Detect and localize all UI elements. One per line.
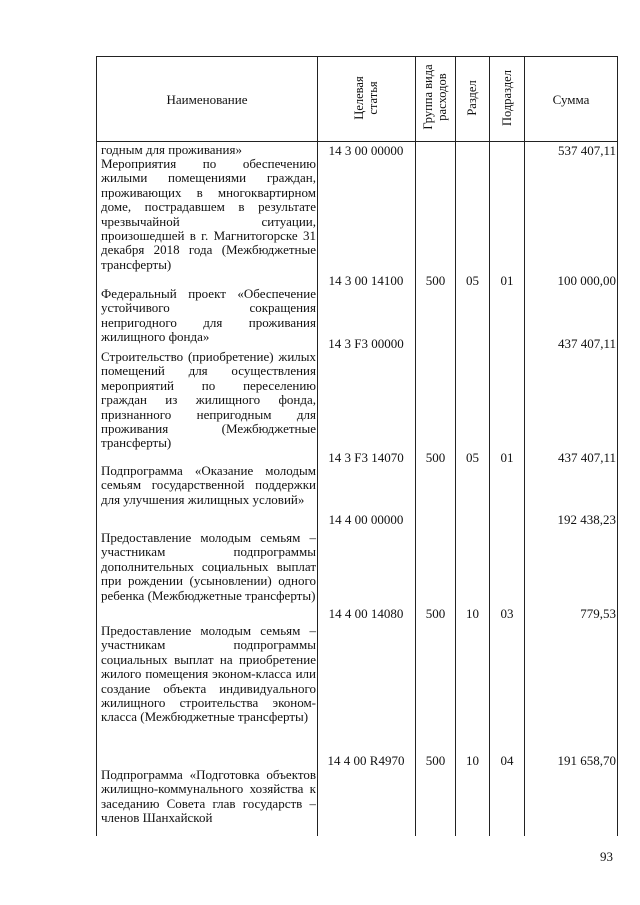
row-subsection: 04	[500, 753, 514, 768]
header-section: Раздел	[465, 80, 479, 116]
row-subsection: 01	[500, 450, 514, 465]
row-sum: 100 000,00	[557, 273, 616, 288]
row-sum: 192 438,23	[557, 512, 616, 527]
header-subsection: Подраздел	[500, 70, 514, 126]
row-name: Строительство (приобретение) жилых помещений для осуществления мероприятий по переселению граждан из жилищного фонда, признанного непригодным для проживания (Межбюджетные трансферты)	[101, 349, 316, 451]
row-section: 05	[466, 273, 479, 288]
row-subsection: 03	[500, 606, 514, 621]
row-section: 10	[466, 606, 479, 621]
page-number: 93	[600, 849, 613, 864]
row-name: Подпрограмма «Подготовка объектов жилищно-коммунального хозяйства к заседанию Совета глав государств – членов Шанхайской	[101, 768, 316, 826]
row-sum: 537 407,11	[557, 143, 616, 158]
row-code: 14 4 00 14080	[328, 606, 404, 621]
header-sum: Сумма	[552, 92, 590, 107]
row-name: Мероприятия по обеспечению жилыми помещениями граждан, проживающих в многоквартирном доме, пострадавшем в результате чрезвычайной ситуации, произошедшей в г. Магнитогорске 31 декабря 2018 года (Межбюджетные трансферты)	[101, 156, 316, 272]
row-name: Подпрограмма «Оказание молодым семьям государственной поддержки для улучшения жилищных условий»	[101, 463, 316, 507]
row-group: 500	[425, 753, 446, 768]
col-border	[489, 56, 490, 836]
row-code: 14 3 00 00000	[328, 143, 404, 158]
row-name: годным для проживания»	[101, 142, 242, 157]
row-code: 14 3 F3 00000	[328, 336, 404, 351]
col-border	[455, 56, 456, 836]
row-code: 14 3 F3 14070	[328, 450, 404, 465]
table-top-border	[96, 56, 618, 57]
row-code: 14 4 00 R4970	[327, 753, 405, 768]
row-section: 05	[466, 450, 479, 465]
row-sum: 437 407,11	[557, 450, 616, 465]
row-group: 500	[425, 273, 446, 288]
col-border	[524, 56, 525, 836]
col-border	[96, 56, 97, 836]
row-sum: 779,53	[580, 606, 616, 621]
col-border	[415, 56, 416, 836]
row-name: Федеральный проект «Обеспечение устойчивого сокращения непригодного для проживания жилищного фонда»	[101, 286, 316, 345]
row-sum: 191 658,70	[557, 753, 616, 768]
header-name: Наименование	[166, 92, 248, 107]
row-name: Предоставление молодым семьям – участникам подпрограммы социальных выплат на приобретение жилого помещения эконом-класса или создание объекта индивидуального жилищного строительства эконом-класса (Межбюджетные трансферты)	[101, 623, 316, 725]
row-section: 10	[466, 753, 479, 768]
row-subsection: 01	[500, 273, 514, 288]
row-group: 500	[425, 450, 446, 465]
col-border	[317, 56, 318, 836]
row-name: Предоставление молодым семьям – участникам подпрограммы дополнительных социальных выплат при рождении (усыновлении) одного ребенка (Межбюджетные трансферты)	[101, 530, 316, 603]
row-code: 14 4 00 00000	[328, 512, 404, 527]
row-code: 14 3 00 14100	[328, 273, 404, 288]
col-border	[617, 56, 618, 836]
row-sum: 437 407,11	[557, 336, 616, 351]
header-code: Целевая статья	[352, 76, 380, 120]
row-group: 500	[425, 606, 446, 621]
header-group: Группа вида расходов	[421, 64, 449, 130]
